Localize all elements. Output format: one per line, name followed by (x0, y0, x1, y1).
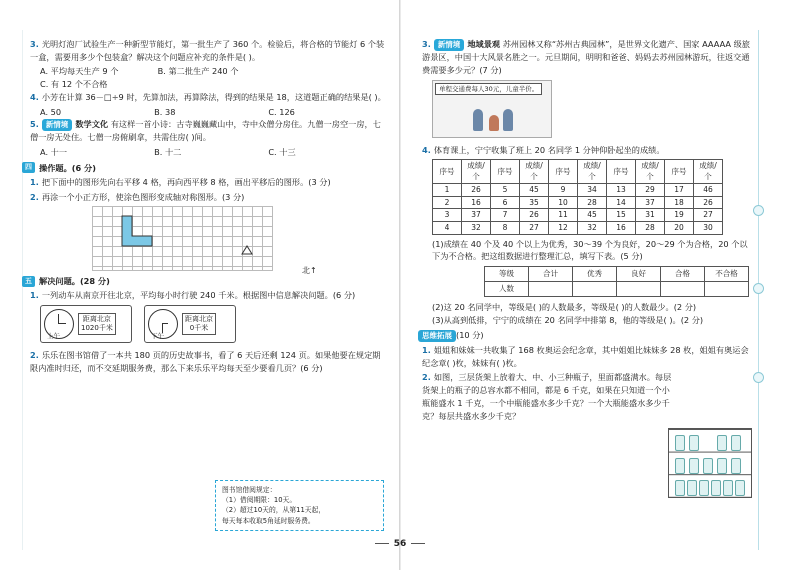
bottle-icon (675, 480, 685, 496)
bottle-icon (675, 458, 685, 474)
train-illustration (40, 305, 386, 343)
score-table (432, 159, 723, 235)
section-thinking-extension: 思维拓展 (10 分) (418, 329, 752, 342)
table-row: 1 26 5 45 9 34 13 29 17 46 (433, 184, 723, 197)
operation-1: 1. 把下面中的图形先向右平移 4 格，再向西平移 8 格，画出平移后的图形。(3 分) (30, 177, 331, 188)
sub-question-3: (3)从高到低排，宁宁的成绩在 20 名同学中排第 8，他的等级是( )。(2 分) (432, 314, 704, 325)
option-b[interactable]: B. 第二批生产 240 个 (157, 66, 239, 77)
bottle-icon (703, 458, 713, 474)
fare-banner: 单程交通费每人30元，儿童半价。 (435, 83, 542, 95)
page-number: 56 (0, 538, 800, 552)
grid-shapes (92, 206, 272, 270)
l-shape (122, 216, 152, 246)
bottle-icon (687, 480, 697, 496)
extension-2: 2. 如图，三层货架上放着大、中、小三种瓶子，里面都盛满水。每层货架上的瓶子的总容水都不相同，都是 6 千克，如果在只知道一个小瓶能盛水 1 千克，一个中瓶能盛水多少千克？一个大瓶能盛水多少千克？每层共盛水多少千克？ (422, 372, 672, 421)
new-context-tag: 新情境 (42, 119, 73, 131)
bottle-icon (735, 480, 745, 496)
bottle-icon (717, 435, 727, 451)
north-arrow: 北↑ (302, 266, 317, 275)
question-4: 4. 小芳在计算 36－□÷9 时，先算加法，再算除法，得到的结果是 18，这道题正确的结果是( )。 (30, 91, 386, 102)
problem-1: 1. 一列动车从南京开往北京，平均每小时行驶 240 千米。根据图中信息解决问题。(6 分) (30, 290, 356, 301)
option-b[interactable]: B. 十二 (154, 146, 182, 157)
clock-sign-afternoon: 距离北京 0千米 下午 (144, 305, 236, 343)
option-a[interactable]: A. 平均每天生产 9 个 (40, 66, 119, 77)
question-3: 3. 光明灯泡厂试验生产一种新型节能灯，第一批生产了 360 个。检验后，将合格的节能灯 6 个装一盒，需要用多少个包装盒？解决这个问题应补充的条件是( )。 (30, 39, 385, 62)
table-row: 4 32 8 27 12 32 16 28 20 30 (433, 221, 723, 234)
operation-2: 2. 再涂一个小正方形，使涂色图形变成轴对称图形。(3 分) (30, 192, 245, 203)
bottle-shelf (668, 428, 752, 498)
bottle-icon (675, 435, 685, 451)
table-row: 3 37 7 26 11 45 15 31 19 27 (433, 209, 723, 222)
bottle-icon (699, 480, 709, 496)
option-b[interactable]: B. 38 (154, 106, 176, 117)
table-header-row: 序号 成绩/个 序号 成绩/个 序号 成绩/个 序号 成绩/个 序号 成绩/个 (433, 159, 723, 183)
section-problems: 五 解决问题。(28 分) (22, 275, 386, 288)
table-row: 2 16 6 35 10 28 14 37 18 26 (433, 196, 723, 209)
question-4-options (40, 106, 386, 119)
sub-question-2: (2)这 20 名同学中，等级是( )的人数最多，等级是( )的人数最少。(2 分) (432, 301, 697, 312)
clock-sign-morning: 距离北京 1020千米 上午 (40, 305, 132, 343)
question-3-right: 3. 新情境 地域景观 苏州园林又称“苏州古典园林”，是世界文化遗产、国家 AAAAA 级旅游景区，中国十大风景名胜之一。元旦期间，明明和爸爸、妈妈去苏州园林游玩，往返交通费需要多少元？(7 分) (422, 39, 750, 75)
option-a[interactable]: A. 十一 (40, 146, 68, 157)
bottle-icon (689, 435, 699, 451)
sub-question-1: (1)成绩在 40 个及 40 个以上为优秀，30～39 个为良好，20～29 个为合格，20 个以下为不合格。把这组数据进行整理汇总，填写下表。(5 分) (432, 238, 748, 262)
option-c[interactable]: C. 有 12 个不合格 (40, 79, 108, 90)
section-operation: 四 操作题。(6 分) (22, 162, 386, 175)
grade-table[interactable] (484, 266, 749, 297)
question-5-options (40, 146, 386, 159)
question-5: 5. 新情境 数学文化 有这样一首小诗：古寺巍巍藏山中，寺中众僧分房住。九僧一房空一房，七僧一房无处住。七僧一房俯刷拿，共需住房( )间。 (30, 119, 381, 143)
bottle-icon (689, 458, 699, 474)
table-row[interactable]: 人数 (485, 281, 749, 296)
bottle-icon (723, 480, 733, 496)
person-figure (503, 109, 513, 131)
bottle-icon (717, 458, 727, 474)
bottle-icon (711, 480, 721, 496)
new-context-tag: 新情境 (434, 39, 465, 51)
triangle-shape (242, 246, 252, 254)
question-3-options (40, 65, 386, 78)
option-c[interactable]: C. 126 (268, 106, 295, 117)
option-a[interactable]: A. 50 (40, 106, 62, 117)
question-4-right: 4. 体育课上，宁宁收集了班上 20 名同学 1 分钟仰卧起坐的成绩。 (422, 145, 665, 156)
problem-2: 2. 乐乐在图书馆借了一本共 180 页的历史故事书，看了 6 天后还剩 124 页。如果他要在规定期限内准时归还，而不交延期服务费，那么下来乐乐平均每天至少要看几页？(6 分) (30, 350, 381, 373)
family-travel-picture (432, 80, 552, 138)
distance-sign: 距离北京 0千米 (182, 313, 216, 335)
library-rules-notice: 图书馆借阅规定： （1）借阅期限：10天。 （2）超过10天的，从第11天起， 每天每本收取5角延时服务费。 (215, 480, 384, 531)
table-header-row: 等级 合计 优秀 良好 合格 不合格 (485, 266, 749, 281)
square-grid[interactable] (92, 206, 273, 271)
option-c[interactable]: C. 十三 (268, 146, 296, 157)
bottle-icon (731, 435, 741, 451)
extension-1: 1. 姐姐和妹妹一共收集了 168 枚奥运会纪念章，其中姐姐比妹妹多 28 枚，姐姐有奥运会纪念章( )枚，妹妹有( )枚。 (422, 345, 749, 368)
distance-sign: 距离北京 1020千米 (78, 313, 116, 335)
person-figure (473, 109, 483, 131)
person-figure (489, 115, 499, 131)
bottle-icon (731, 458, 741, 474)
